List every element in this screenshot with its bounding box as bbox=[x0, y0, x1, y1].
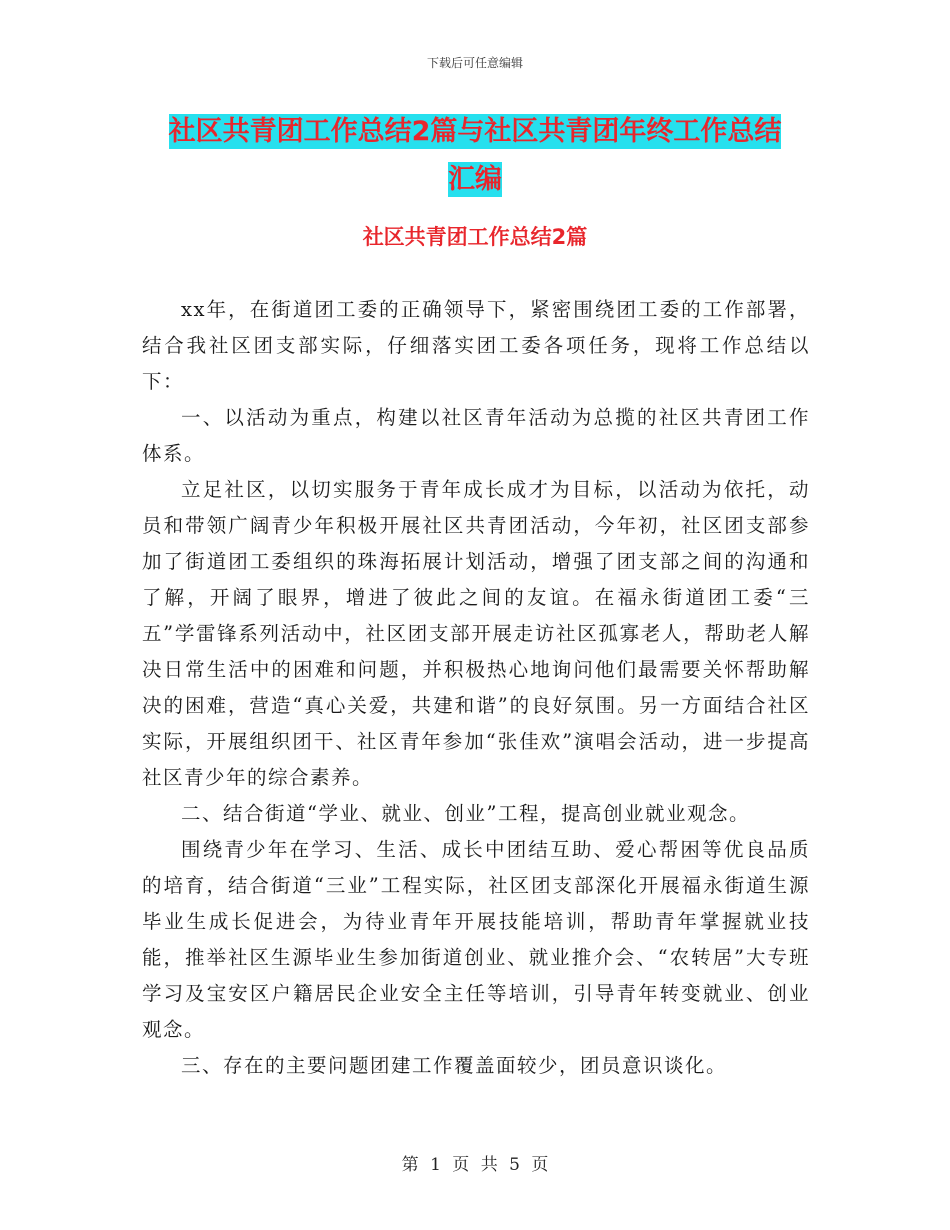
header-note: 下载后可任意编辑 bbox=[426, 56, 523, 70]
paragraph: 一、以活动为重点，构建以社区青年活动为总揽的社区共青团工作体系。 bbox=[142, 406, 810, 465]
paragraph: 立足社区，以切实服务于青年成长成才为目标，以活动为依托，动员和带领广阔青少年积极开展社区共青团活动，今年初，社区团支部参加了街道团工委组织的珠海拓展计划活动，增强了团支部之间的沟通和了解，开阔了眼界，增进了彼此之间的友谊。在福永街道团工委“三五”学雷锋系列活动中，社区团支部开展走访社区孤寡老人，帮助老人解决日常生活中的困难和问题，并积极热心地询问他们最需要关怀帮助解决的困难，营造“真心关爱，共建和谐”的良好氛围。另一方面结合社区实际，开展组织团干、社区青年参加“张佳欢”演唱会活动，进一步提高社区青少年的综合素养。 bbox=[142, 478, 810, 789]
page-number-footer: 第 1 页 共 5 页 bbox=[401, 1155, 549, 1175]
document-body bbox=[142, 292, 810, 1084]
paragraph: 围绕青少年在学习、生活、成长中团结互助、爱心帮困等优良品质的培育，结合街道“三业”工程实际，社区团支部深化开展福永街道生源毕业生成长促进会，为待业青年开展技能培训，帮助青年掌握就业技能，推举社区生源毕业生参加街道创业、就业推介会、“农转居”大专班学习及宝安区户籍居民企业安全主任等培训，引导青年转变就业、创业观念。 bbox=[142, 838, 810, 1041]
document-title-line-2: 汇编 bbox=[448, 164, 502, 195]
section-title: 社区共青团工作总结2篇 bbox=[362, 225, 588, 249]
document-title bbox=[0, 108, 950, 204]
paragraph: xx年，在街道团工委的正确领导下，紧密围绕团工委的工作部署，结合我社区团支部实际，仔细落实团工委各项任务，现将工作总结以下： bbox=[142, 298, 810, 393]
paragraph: 三、存在的主要问题团建工作覆盖面较少，团员意识谈化。 bbox=[181, 1054, 728, 1077]
paragraph: 二、结合街道“学业、就业、创业”工程，提高创业就业观念。 bbox=[181, 802, 750, 825]
document-title-line-1: 社区共青团工作总结2篇与社区共青团年终工作总结 bbox=[168, 116, 782, 147]
